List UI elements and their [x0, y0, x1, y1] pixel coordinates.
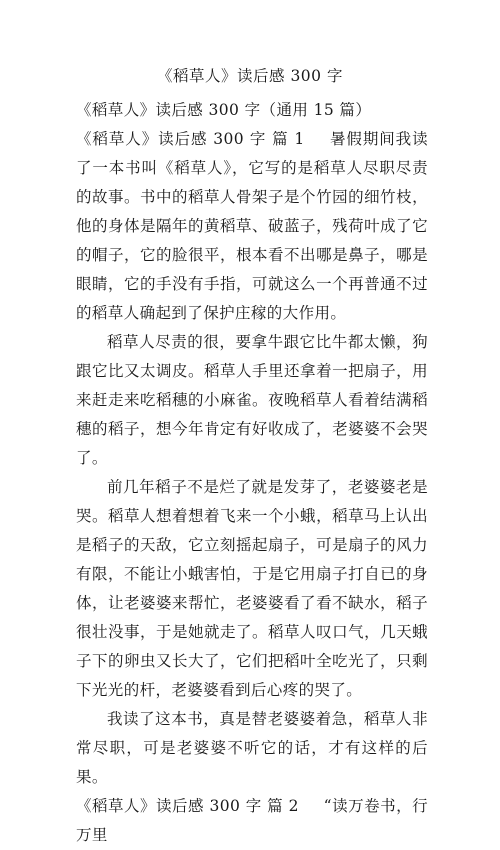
section-1-heading: 《稻草人》读后感 300 字 篇 1 — [76, 130, 305, 148]
document-subtitle: 《稻草人》读后感 300 字（通用 15 篇） — [76, 101, 372, 119]
paragraph: 我读了这本书，真是替老婆婆着急，稻草人非常尽职，可是老婆婆不听它的话，才有这样的后果。 — [76, 710, 428, 786]
document-body — [76, 96, 428, 850]
section-1-intro: 暑假期间我读了一本书叫《稻草人》，它写的是稻草人尽职尽责的故事。书中的稻草人骨架子是个竹园的细竹枝，他的身体是隔年的黄稻草、破蓝子，残荷叶成了它的帽子，它的脸很平，根本看不出哪是鼻子，哪是眼睛，它的手没有手指，可就这么一个再普通不过的稻草人确起到了保护庄稼的大作用。 — [76, 130, 429, 322]
section-2-heading: 《稻草人》读后感 300 字 篇 2 — [76, 797, 299, 815]
section-1-opening — [76, 125, 428, 328]
section-2-intro: “读万卷书，行万里 — [76, 797, 428, 844]
page-title: 《稻草人》读后感 300 字 — [157, 67, 343, 85]
paragraph: 稻草人尽责的很，要拿牛跟它比牛都太懒，狗跟它比又太调皮。稻草人手里还拿着一把扇子，用来赶走来吃稻穗的小麻雀。夜晚稻草人看着结满稻穗的稻子，想今年肯定有好收成了，老婆婆不会哭了。 — [76, 333, 428, 467]
paragraph: 前几年稻子不是烂了就是发芽了，老婆婆老是哭。稻草人想着想着飞来一个小蛾，稻草马上认出是稻子的天敌，它立刻摇起扇子，可是扇子的风力有限，不能让小蛾害怕，于是它用扇子打自已的身体，让老婆婆来帮忙，老婆婆看了看不缺水，稻子很壮没事，于是她就走了。稻草人叹口气，几天蛾子下的卵虫又长大了，它们把稻叶全吃光了，只剩下光光的杆，老婆婆看到后心疼的哭了。 — [76, 478, 428, 699]
section-2-opening — [76, 792, 428, 850]
